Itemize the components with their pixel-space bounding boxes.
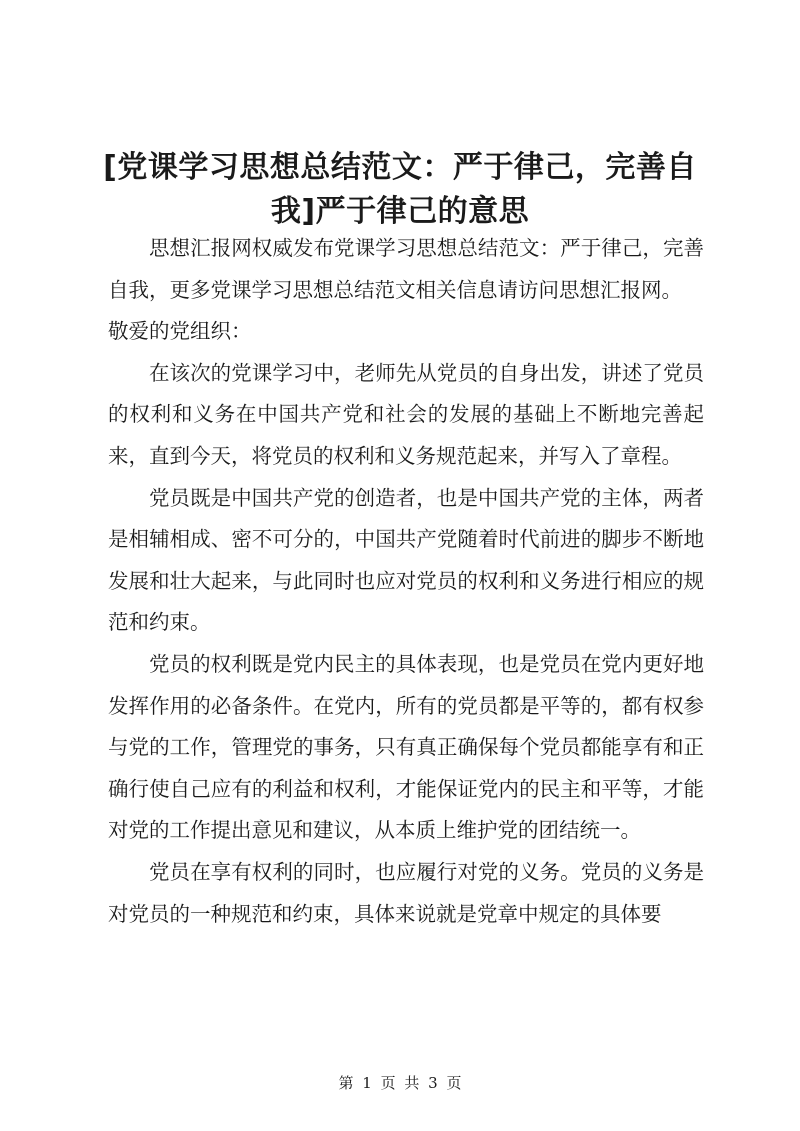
document-title: [党课学习思想总结范文：严于律己，完善自我]严于律己的意思 bbox=[103, 150, 697, 229]
body-paragraph: 党员在享有权利的同时，也应履行对党的义务。党员的义务是对党员的一种规范和约束，具体来说就是党章中规定的具体要 bbox=[108, 859, 704, 926]
document-body bbox=[108, 228, 704, 935]
page-number-footer: 第 1 页 共 3 页 bbox=[338, 1074, 462, 1092]
body-paragraph: 党员既是中国共产党的创造者，也是中国共产党的主体，两者是相辅相成、密不可分的，中国共产党随着时代前进的脚步不断地发展和壮大起来，与此同时也应对党员的权利和义务进行相应的规范和约束。 bbox=[108, 485, 704, 635]
intro-paragraph: 思想汇报网权威发布党课学习思想总结范文：严于律己，完善自我，更多党课学习思想总结范文相关信息请访问思想汇报网。 bbox=[108, 236, 704, 302]
salutation: 敬爱的党组织： bbox=[108, 319, 252, 344]
body-paragraph: 党员的权利既是党内民主的具体表现，也是党员在党内更好地发挥作用的必备条件。在党内，所有的党员都是平等的，都有权参与党的工作，管理党的事务，只有真正确保每个党员都能享有和正确行使自己应有的利益和权利，才能保证党内的民主和平等，才能对党的工作提出意见和建议，从本质上维护党的团结统一。 bbox=[108, 651, 704, 843]
body-paragraph: 在该次的党课学习中，老师先从党员的自身出发，讲述了党员的权利和义务在中国共产党和社会的发展的基础上不断地完善起来，直到今天，将党员的权利和义务规范起来，并写入了章程。 bbox=[108, 360, 704, 468]
